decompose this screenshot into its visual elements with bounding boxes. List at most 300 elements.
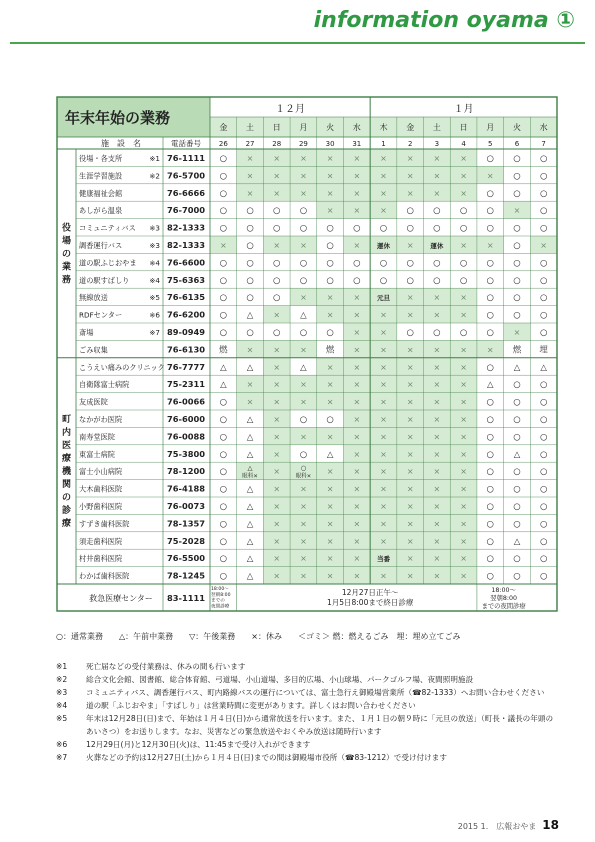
- note-item: [56, 699, 556, 712]
- day-6: 6: [514, 140, 520, 148]
- cell-status: ○: [406, 206, 414, 217]
- facility-phone: 75-2028: [166, 535, 206, 546]
- cell-status-sub: 眼科×: [242, 473, 258, 480]
- cell-status: ○: [486, 467, 494, 478]
- cell-status: ×: [380, 310, 387, 320]
- cell-status: ×: [460, 432, 467, 442]
- cell-status: ×: [380, 171, 387, 181]
- cell-status: ×: [326, 519, 334, 529]
- cell-status: ○: [486, 293, 494, 304]
- cell-status: ○: [539, 571, 548, 582]
- month-december: １２月: [275, 104, 306, 115]
- cell-status: ×: [433, 449, 441, 459]
- facility-phone: 76-6000: [166, 414, 206, 424]
- cell-status: ×: [406, 554, 414, 564]
- cell-status: △: [300, 362, 307, 373]
- cell-status: ○: [513, 467, 521, 478]
- cell-status: ×: [406, 536, 414, 546]
- cell-status: ○: [513, 484, 521, 495]
- facility-note: ※4: [149, 258, 160, 268]
- cell-status: 埋: [539, 345, 548, 356]
- day-30: 30: [325, 140, 335, 148]
- weekday-5: 火: [326, 123, 335, 132]
- cell-status: ×: [460, 293, 467, 303]
- cell-status: ×: [433, 310, 441, 320]
- cell-status: ×: [406, 345, 414, 355]
- cell-status: ×: [406, 293, 414, 303]
- section-label-char: 内: [61, 428, 72, 439]
- cell-status: ○: [273, 275, 281, 286]
- note-text: 死亡届などの受付業務は、休みの間も行います: [86, 662, 246, 671]
- cell-status: ×: [326, 310, 334, 320]
- cell-status: ○: [513, 275, 521, 286]
- cell-status: ×: [353, 206, 361, 216]
- cell-status: ×: [380, 206, 387, 216]
- cell-status: ×: [273, 484, 281, 494]
- cell-status: ○: [513, 171, 521, 182]
- facility-phone: 76-6135: [166, 292, 206, 303]
- cell-status: ×: [300, 380, 307, 390]
- cell-status: △: [220, 380, 227, 391]
- cell-status: ×: [513, 328, 521, 337]
- cell-status: ×: [433, 536, 441, 546]
- cell-status: ○: [513, 571, 521, 582]
- cell-status: ×: [406, 467, 414, 477]
- cell-status: ×: [300, 188, 307, 198]
- cell-status: ○: [353, 258, 361, 269]
- cell-status: ×: [353, 328, 361, 337]
- cell-status: ○: [486, 502, 494, 512]
- cell-status: △: [246, 449, 254, 460]
- note-item: [56, 660, 556, 673]
- cell-status: ○: [486, 554, 494, 565]
- facility-phone: 76-6600: [166, 257, 206, 268]
- cell-status: ×: [433, 154, 441, 163]
- weekday-10: 日: [459, 123, 468, 132]
- facility-phone: 78-1245: [166, 570, 206, 581]
- cell-status: ×: [460, 171, 467, 181]
- note-text: コミュニティバス、調香運行バス、町内路線バスの運行については、富士急行え御殿場営業所（☎82-1333）へお問い合わせください: [86, 688, 545, 697]
- cell-status: ×: [353, 345, 361, 355]
- cell-status: ○: [299, 206, 308, 217]
- cell-status: ×: [246, 171, 254, 181]
- cell-status: ×: [273, 154, 281, 163]
- cell-status: ○: [299, 275, 308, 286]
- cell-status: ×: [513, 206, 521, 216]
- cell-status: △: [486, 380, 494, 391]
- cell-status: ×: [326, 154, 334, 163]
- day-3: 3: [434, 140, 440, 148]
- cell-status: ○: [486, 188, 494, 199]
- cell-status: ○: [379, 275, 388, 286]
- emergency-night-first: 18:00～: [211, 587, 229, 592]
- cell-status: ×: [353, 571, 361, 581]
- cell-status: ×: [460, 519, 467, 529]
- cell-status: ○: [459, 275, 468, 286]
- cell-status: ×: [353, 188, 361, 198]
- weekday-13: 水: [539, 123, 548, 132]
- cell-status: ○: [219, 206, 228, 217]
- facility-note: ※6: [149, 310, 160, 320]
- cell-status: ×: [300, 484, 307, 494]
- cell-status: ○: [486, 362, 494, 373]
- cell-status: ○: [539, 380, 548, 391]
- facility-phone: 78-1357: [166, 518, 206, 529]
- facility-name: わかば歯科医院: [79, 571, 130, 581]
- day-1: 1: [381, 140, 386, 148]
- cell-status: △: [246, 484, 254, 495]
- notes-list: [56, 660, 556, 764]
- cell-status: ×: [406, 415, 414, 424]
- cell-status: △: [540, 362, 547, 373]
- cell-status: ○: [486, 397, 494, 408]
- cell-status: ○: [219, 449, 228, 460]
- facility-phone: 76-6666: [166, 187, 206, 198]
- cell-status-sub: 眼科×: [295, 473, 312, 480]
- cell-status: 当番: [377, 555, 390, 564]
- cell-status: ×: [353, 154, 361, 163]
- facility-phone: 82-1333: [166, 240, 206, 250]
- weekday-9: 土: [432, 123, 441, 132]
- cell-status: ×: [486, 241, 494, 250]
- facility-name: あしがら温泉: [79, 206, 123, 216]
- cell-status: ×: [300, 536, 307, 546]
- cell-status: ○: [539, 536, 548, 547]
- cell-status: ×: [380, 380, 387, 390]
- cell-status: ○: [433, 206, 441, 217]
- cell-status: ○: [299, 223, 308, 234]
- cell-status: ×: [353, 502, 361, 511]
- cell-status: ×: [460, 362, 467, 372]
- cell-status: ×: [380, 432, 387, 442]
- section-label-char: の: [61, 493, 72, 504]
- facility-name: 東富士病院: [79, 449, 115, 459]
- cell-status: ○: [406, 258, 414, 269]
- cell-status: ×: [460, 380, 467, 390]
- cell-status: ○: [273, 206, 281, 217]
- cell-status: △: [513, 536, 521, 547]
- weekday-11: 月: [486, 123, 495, 132]
- cell-status: ×: [433, 554, 441, 564]
- cell-status: ×: [460, 345, 467, 355]
- cell-status: ×: [353, 467, 361, 477]
- note-text: 12月29日(月)と12月30日(火)は、11:45まで受け入れができます: [86, 740, 311, 749]
- cell-status: ×: [273, 467, 281, 477]
- cell-status: ×: [353, 536, 361, 546]
- note-mark: ※5: [56, 714, 68, 723]
- day-28: 28: [272, 140, 282, 148]
- cell-status: ×: [326, 571, 334, 581]
- cell-status: ×: [433, 502, 441, 511]
- cell-status: ×: [380, 449, 387, 459]
- cell-status: ×: [353, 362, 361, 372]
- cell-status: ○: [539, 484, 548, 495]
- facility-name: ごみ収集: [79, 345, 108, 355]
- cell-status: ×: [406, 188, 414, 198]
- cell-status: ×: [353, 310, 361, 320]
- facility-phone: 76-7777: [166, 361, 206, 372]
- facility-phone: 76-0088: [166, 431, 206, 442]
- emergency-night-first: までの: [211, 598, 225, 604]
- cell-status: ×: [326, 188, 334, 198]
- cell-status: ○: [300, 464, 307, 473]
- cell-status: ×: [460, 502, 467, 511]
- facility-name: 須走歯科医院: [79, 536, 123, 546]
- cell-status: ×: [300, 293, 307, 303]
- cell-status: ×: [326, 397, 334, 407]
- cell-status: ×: [353, 380, 361, 390]
- cell-status: ×: [380, 154, 387, 163]
- cell-status: ○: [326, 275, 334, 286]
- cell-status: ○: [486, 258, 494, 269]
- cell-status: △: [326, 449, 334, 460]
- cell-status: ○: [539, 310, 548, 321]
- cell-status: ×: [406, 171, 414, 181]
- note-text: 総合文化会館、図書館、総合体育館、弓道場、小山道場、多目的広場、小山球場、パークゴルフ場、夜間照明施設: [86, 675, 474, 684]
- facility-phone: 75-3800: [166, 448, 206, 459]
- facility-phone: 82-1333: [166, 222, 206, 233]
- cell-status: ×: [246, 154, 254, 163]
- cell-status: ×: [460, 310, 467, 320]
- facility-name: 富士小山病院: [79, 467, 123, 477]
- day-27: 27: [245, 140, 255, 148]
- cell-status: ×: [300, 571, 307, 581]
- cell-status: ○: [219, 328, 228, 338]
- facility-name: なかがわ医院: [79, 415, 123, 424]
- cell-status: ×: [273, 449, 281, 459]
- day-4: 4: [461, 140, 466, 148]
- cell-status: ×: [273, 536, 281, 546]
- page-number: 18: [542, 818, 559, 832]
- cell-status: ×: [460, 484, 467, 494]
- note-mark: ※2: [56, 675, 68, 684]
- cell-status: ○: [273, 223, 281, 234]
- note-mark: ※4: [56, 701, 68, 710]
- cell-status: ○: [433, 328, 441, 338]
- facility-name: 調香運行バス: [79, 241, 123, 250]
- cell-status: ×: [406, 241, 414, 250]
- cell-status: ×: [406, 380, 414, 390]
- cell-status: ○: [246, 258, 254, 269]
- cell-status: ○: [219, 484, 228, 495]
- note-item: [56, 751, 556, 764]
- cell-status: ○: [326, 241, 334, 251]
- cell-status: ×: [273, 519, 281, 529]
- cell-status: ○: [539, 502, 548, 512]
- cell-status: ×: [273, 188, 281, 198]
- cell-status: ○: [219, 171, 228, 182]
- cell-status: ○: [219, 415, 228, 425]
- weekday-2: 土: [246, 123, 255, 132]
- cell-status: ○: [353, 275, 361, 286]
- cell-status: △: [246, 310, 254, 321]
- emergency-name: 救急医療センター: [89, 594, 153, 603]
- day-5: 5: [488, 140, 493, 148]
- cell-status: ○: [539, 188, 548, 199]
- cell-status: ×: [326, 467, 334, 477]
- cell-status: ×: [380, 536, 387, 546]
- cell-status: ×: [406, 484, 414, 494]
- facility-name: 斎場: [79, 328, 94, 337]
- cell-status: ×: [433, 293, 441, 303]
- cell-status: ○: [513, 502, 521, 512]
- cell-status: ×: [406, 397, 414, 407]
- cell-status: ○: [486, 154, 494, 164]
- cell-status: ×: [460, 536, 467, 546]
- cell-status: ×: [326, 293, 334, 303]
- cell-status: ×: [273, 502, 281, 511]
- cell-status: ○: [513, 223, 521, 234]
- facility-name: 役場・各支所: [79, 154, 123, 163]
- cell-status: ×: [326, 171, 334, 181]
- weekday-3: 日: [272, 123, 281, 132]
- cell-status: ×: [273, 380, 281, 390]
- emergency-holiday-line1: 12月27日正午～: [341, 588, 399, 597]
- cell-status: ○: [539, 415, 548, 425]
- cell-status: ×: [460, 415, 467, 424]
- cell-status: ○: [406, 275, 414, 286]
- day-7: 7: [541, 140, 546, 148]
- cell-status: ○: [219, 258, 228, 269]
- cell-status: ×: [353, 519, 361, 529]
- cell-status: ×: [460, 449, 467, 459]
- section-label-char: 療: [61, 454, 72, 465]
- facility-phone: 78-1200: [166, 466, 206, 477]
- weekday-6: 水: [352, 123, 361, 132]
- cell-status: 燃: [219, 345, 228, 356]
- cell-status: ○: [219, 293, 228, 304]
- cell-status: 運休: [377, 242, 390, 250]
- facility-phone: 76-1111: [166, 153, 206, 163]
- cell-status: ×: [353, 554, 361, 564]
- note-mark: ※6: [56, 740, 68, 749]
- cell-status: ×: [326, 484, 334, 494]
- cell-status: ○: [539, 519, 548, 530]
- day-26: 26: [218, 140, 228, 148]
- cell-status: ○: [246, 275, 254, 286]
- cell-status: ×: [460, 397, 467, 407]
- cell-status: ○: [219, 432, 228, 443]
- emergency-night-last: までの夜間診療: [481, 603, 526, 610]
- cell-status: ×: [300, 171, 307, 181]
- cell-status: ×: [460, 554, 467, 564]
- cell-status: ○: [406, 223, 414, 234]
- facility-phone: 76-7000: [166, 205, 206, 216]
- cell-status: ×: [460, 241, 467, 250]
- cell-status: ○: [486, 484, 494, 495]
- cell-status: ○: [539, 206, 548, 217]
- cell-status: ×: [433, 571, 441, 581]
- facility-name: 無線放送: [79, 293, 108, 303]
- cell-status: ×: [406, 519, 414, 529]
- cell-status: ○: [433, 258, 441, 269]
- cell-status: ○: [539, 171, 548, 182]
- footer-issue: 2015 1. 広報おやま: [457, 822, 537, 831]
- cell-status: ×: [380, 467, 387, 477]
- section-label-char: 療: [61, 519, 72, 530]
- cell-status: ×: [433, 397, 441, 407]
- weekday-12: 火: [512, 123, 521, 132]
- cell-status: ×: [433, 171, 441, 181]
- cell-status: ×: [300, 502, 307, 511]
- cell-status: ○: [539, 154, 548, 164]
- note-item: [56, 738, 556, 751]
- cell-status: ○: [486, 519, 494, 530]
- note-mark: ※7: [56, 753, 68, 762]
- facility-phone: 76-5700: [166, 170, 206, 181]
- cell-status: ×: [380, 362, 387, 372]
- cell-status: ○: [219, 519, 228, 530]
- cell-status: ×: [300, 397, 307, 407]
- cell-status: ×: [273, 310, 281, 320]
- cell-status: ×: [273, 554, 281, 564]
- cell-status: ×: [273, 362, 281, 372]
- cell-status: ○: [513, 258, 521, 269]
- cell-status: ×: [300, 554, 307, 564]
- cell-status: ○: [433, 223, 441, 234]
- cell-status: ○: [486, 536, 494, 547]
- emergency-night-first: 翌朝8:00: [211, 592, 231, 598]
- cell-status: ×: [380, 415, 387, 424]
- cell-status: ○: [539, 432, 548, 443]
- section-label-char: 診: [61, 506, 72, 517]
- facility-name: 自衛隊富士病院: [79, 380, 130, 390]
- cell-status: ○: [246, 293, 254, 304]
- day-29: 29: [298, 140, 308, 148]
- section-label-char: の: [61, 249, 72, 260]
- cell-status: ○: [539, 275, 548, 286]
- cell-status: ×: [460, 467, 467, 477]
- cell-status: ○: [486, 206, 494, 217]
- facility-phone: 76-0073: [166, 501, 206, 511]
- cell-status: ○: [246, 223, 254, 234]
- cell-status: 元旦: [377, 294, 390, 303]
- facility-name: RDFセンター: [79, 310, 123, 320]
- facility-name: 健康福祉会館: [79, 188, 123, 198]
- cell-status: ○: [513, 154, 521, 164]
- cell-status: ×: [353, 241, 361, 250]
- cell-status: ×: [300, 241, 307, 250]
- cell-status: ×: [486, 171, 494, 181]
- cell-status: ×: [300, 432, 307, 442]
- cell-status: △: [300, 310, 307, 321]
- emergency-night-last: 翌朝8:00: [490, 595, 517, 602]
- facility-note: ※7: [149, 328, 160, 337]
- cell-status: ○: [299, 415, 308, 425]
- cell-status: ×: [353, 171, 361, 181]
- cell-status: ○: [539, 467, 548, 478]
- cell-status: ×: [433, 345, 441, 355]
- note-text: 年末は12月28日(日)まで、年始は１月４日(日)から通常放送を行います。また、１月１日の朝９時に「元旦の放送」（町長・議長の年頭のあいさつ）をお送りします。なお、災害などの緊急放送やおくやみ放送は随時行います: [86, 714, 554, 736]
- cell-status: ○: [513, 415, 521, 425]
- header-title: information oyama ①: [313, 8, 575, 33]
- cell-status: ×: [353, 293, 361, 303]
- cell-status: ×: [380, 502, 387, 511]
- cell-status: ○: [486, 432, 494, 443]
- note-item: [56, 686, 556, 699]
- facility-phone: 75-6363: [166, 274, 206, 285]
- section-label-char: 医: [61, 441, 72, 452]
- facility-note: ※2: [149, 171, 160, 181]
- cell-status: ×: [460, 154, 467, 163]
- cell-status: ○: [219, 275, 228, 286]
- cell-status: ×: [433, 362, 441, 372]
- cell-status: ×: [433, 467, 441, 477]
- cell-status: ○: [459, 328, 468, 338]
- cell-status: ○: [539, 258, 548, 269]
- cell-status: △: [246, 362, 254, 373]
- cell-status: ×: [326, 502, 334, 511]
